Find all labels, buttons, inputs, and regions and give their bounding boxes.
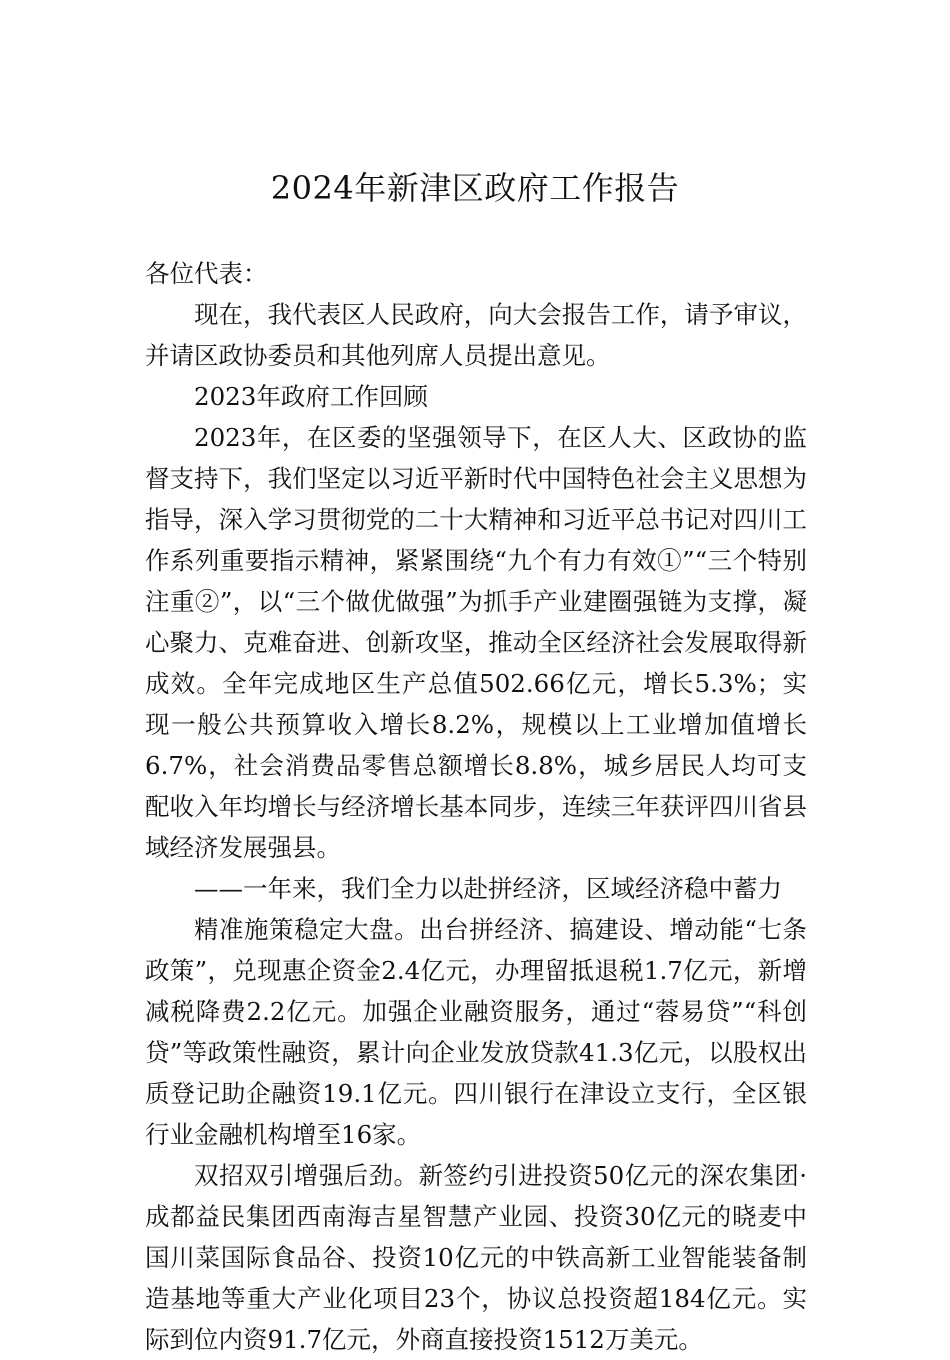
document-body <box>145 253 807 1360</box>
paragraph-summary: 2023年，在区委的坚强领导下，在区人大、区政协的监督支持下，我们坚定以习近平新时代中国特色社会主义思想为指导，深入学习贯彻党的二十大精神和习近平总书记对四川工作系列重要指示精神，紧紧围绕“九个有力有效①”“三个特别注重②”，以“三个做优做强”为抓手产业建圈强链为支撑，凝心聚力、克难奋进、创新攻坚，推动全区经济社会发展取得新成效。全年完成地区生产总值502.66亿元，增长5.3%；实现一般公共预算收入增长8.2%，规模以上工业增加值增长6.7%，社会消费品零售总额增长8.8%，城乡居民人均可支配收入年均增长与经济增长基本同步，连续三年获评四川省县域经济发展强县。 <box>145 423 807 862</box>
document-title: 2024年新津区政府工作报告 <box>270 169 680 207</box>
paragraph-investment: 双招双引增强后劲。新签约引进投资50亿元的深农集团·成都益民集团西南海吉星智慧产业园、投资30亿元的晓麦中国川菜国际食品谷、投资10亿元的中铁高新工业智能装备制造基地等重大产业化项目23个，协议总投资超184亿元。实际到位内资91.7亿元，外商直接投资1512万美元。 <box>145 1161 807 1354</box>
section-heading: 2023年政府工作回顾 <box>194 382 428 411</box>
paragraph-policy: 精准施策稳定大盘。出台拼经济、搞建设、增动能“七条政策”，兑现惠企资金2.4亿元，办理留抵退税1.7亿元，新增减税降费2.2亿元。加强企业融资服务，通过“蓉易贷”“科创贷”等政策性融资，累计向企业发放贷款41.3亿元，以股权出质登记助企融资19.1亿元。四川银行在津设立支行，全区银行业金融机构增至16家。 <box>145 915 807 1149</box>
subsection-heading: ——一年来，我们全力以赴拼经济，区域经济稳中蓄力 <box>194 874 782 903</box>
paragraph-opening: 现在，我代表区人民政府，向大会报告工作，请予审议，并请区政协委员和其他列席人员提出意见。 <box>145 300 807 370</box>
salutation: 各位代表： <box>145 259 268 288</box>
